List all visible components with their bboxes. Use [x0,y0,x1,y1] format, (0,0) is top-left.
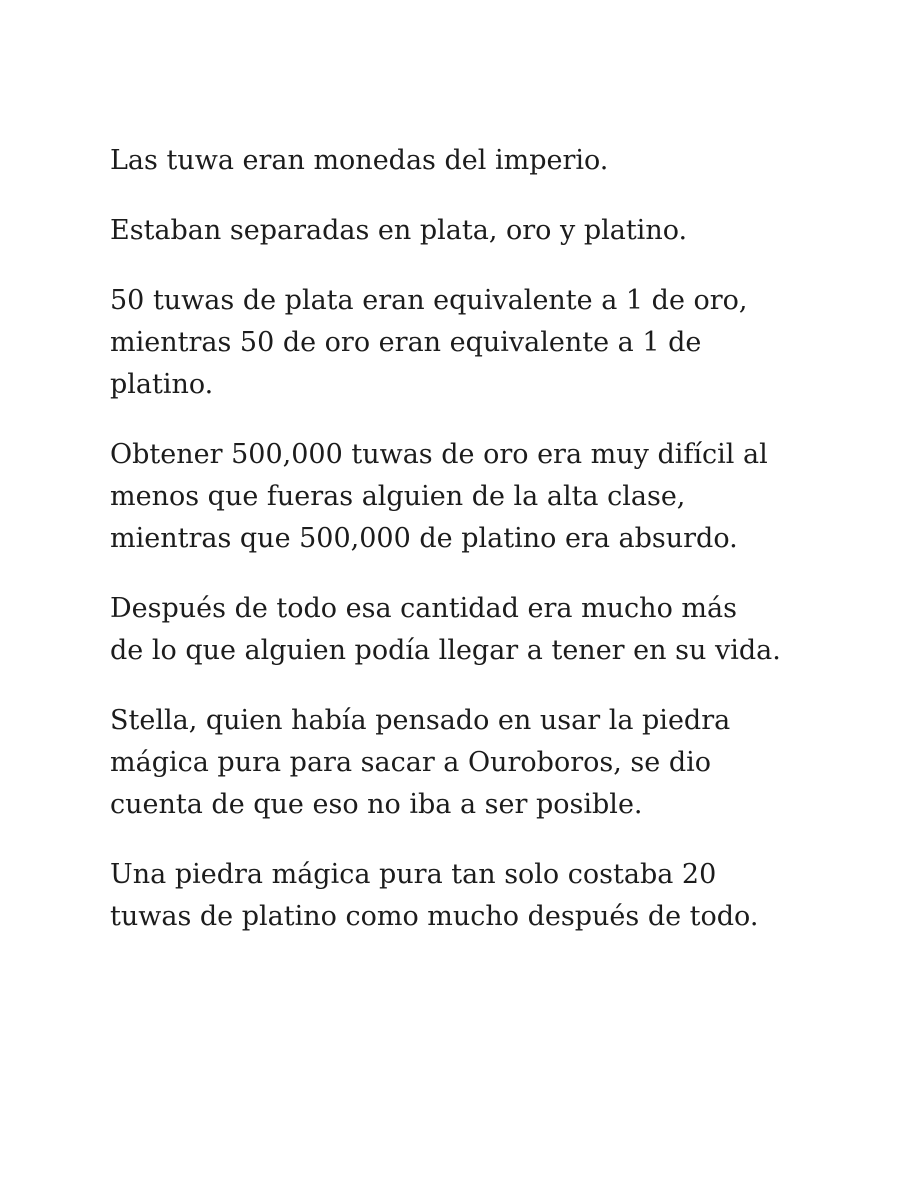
text-line: mágica pura para sacar a Ouroboros, se dio [110,747,711,778]
text-line: mientras que 500,000 de platino era absurdo. [110,523,738,554]
paragraph-5 [110,588,840,672]
text-line: Estaban separadas en plata, oro y platino. [110,215,688,246]
text-line: tuwas de platino como mucho después de todo. [110,901,759,932]
text-line: Una piedra mágica pura tan solo costaba 20 [110,859,717,890]
paragraph-3 [110,280,840,406]
text-line: 50 tuwas de plata eran equivalente a 1 de oro, [110,285,748,316]
paragraph-6 [110,700,840,826]
paragraph-7 [110,854,840,938]
text-line: de lo que alguien podía llegar a tener en su vida. [110,635,781,666]
paragraph-4 [110,434,840,560]
text-line: platino. [110,369,214,400]
text-line: cuenta de que eso no iba a ser posible. [110,789,643,820]
text-line: Después de todo esa cantidad era mucho más [110,593,737,624]
text-line: mientras 50 de oro eran equivalente a 1 de [110,327,702,358]
text-line: Stella, quien había pensado en usar la piedra [110,705,731,736]
paragraph-1 [110,140,840,182]
text-line: Las tuwa eran monedas del imperio. [110,145,609,176]
text-line: Obtener 500,000 tuwas de oro era muy difícil al [110,439,768,470]
paragraph-2 [110,210,840,252]
text-line: menos que fueras alguien de la alta clase, [110,481,686,512]
